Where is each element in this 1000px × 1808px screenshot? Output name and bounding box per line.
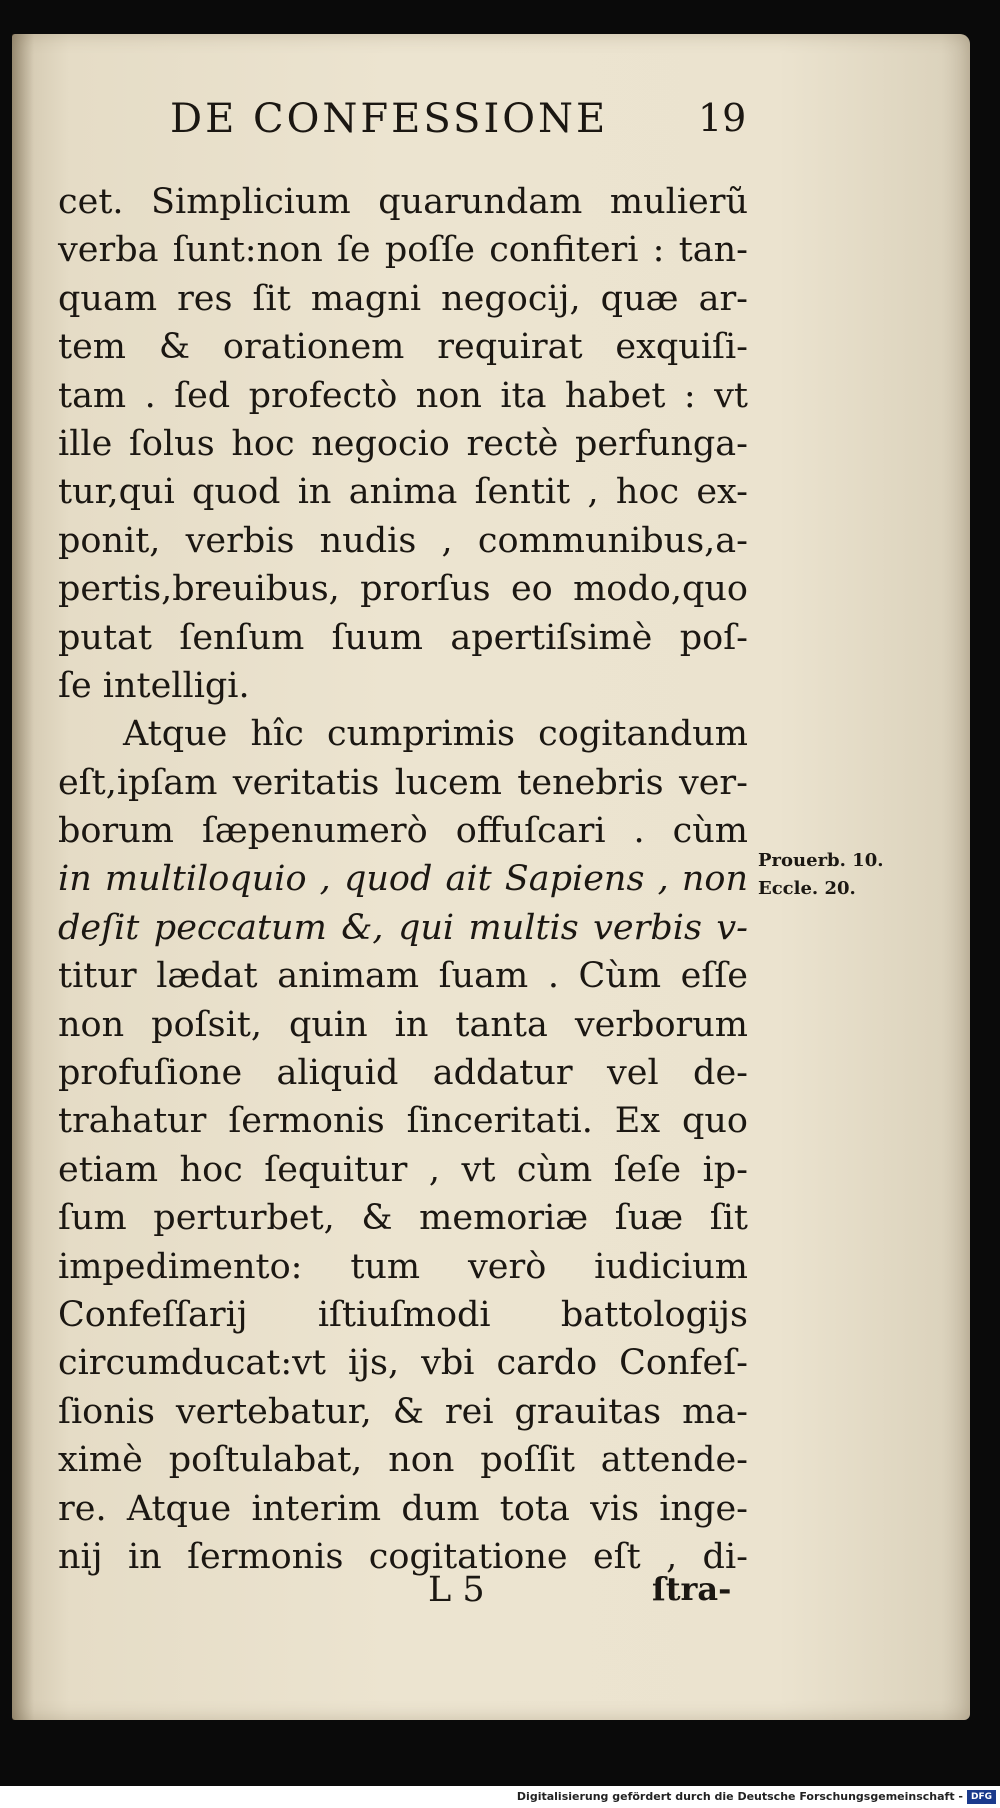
text-line: Confeſſarij iſtiuſmodi battologijs — [58, 1294, 748, 1335]
text-line: ſe intelligi. — [58, 665, 250, 706]
text-line: ille ſolus hoc negocio rectè perfunga- — [58, 423, 748, 464]
text-line: nij in ſermonis cogitatione eſt , di- — [58, 1536, 748, 1577]
text-line: tur,qui quod in anima ſentit , hoc ex- — [58, 472, 748, 513]
text-line: etiam hoc ſequitur , vt cùm ſeſe ip- — [58, 1149, 748, 1190]
text-line: putat ſenſum ſuum apertiſsimè poſ- — [58, 617, 748, 658]
dfg-logo: DFG — [967, 1790, 996, 1804]
text-line: borum ſæpenumerò offuſcari . cùm — [58, 811, 748, 852]
marginal-note: Prouerb. 10. — [758, 850, 884, 871]
body-text — [58, 178, 748, 1581]
text-line: tam . ſed profectò non ita habet : vt — [58, 375, 748, 416]
text-line: profuſione aliquid addatur vel de- — [58, 1053, 748, 1094]
marginal-note: Eccle. 20. — [758, 878, 856, 899]
text-line: ſum perturbet, & memoriæ ſuæ ſit — [58, 1198, 748, 1239]
text-line: ſionis vertebatur, & rei grauitas ma- — [58, 1391, 748, 1432]
footer-credit: Digitalisierung gefördert durch die Deutsche Forschungsgemeinschaft - — [516, 1790, 963, 1803]
text-line: cet. Simplicium quarundam mulierũ — [58, 182, 748, 222]
text-line: pertis,breuibus, prorſus eo modo,quo — [58, 569, 748, 610]
text-line: impedimento: tum verò iudicium — [58, 1246, 748, 1287]
page-number: 19 — [698, 96, 747, 140]
text-line: tem & orationem requirat exquiſi- — [58, 327, 748, 368]
catchword: ſtra- — [652, 1570, 732, 1608]
text-line: Atque hîc cumprimis cogitandum — [123, 714, 748, 755]
text-line: ximè poſtulabat, non poſſit attende- — [58, 1440, 748, 1481]
text-line: verba ſunt:non ſe poſſe confiteri : tan- — [58, 230, 748, 271]
text-line: eſt,ipſam veritatis lucem tenebris ver- — [58, 762, 748, 803]
text-line: quam res ſit magni negocij, quæ ar- — [58, 278, 748, 319]
text-line: circumducat:vt ijs, vbi cardo Confeſ- — [58, 1343, 748, 1384]
signature-mark: L 5 — [428, 1570, 485, 1610]
text-line: deſit peccatum &, qui multis verbis v- — [58, 907, 748, 948]
text-line: trahatur ſermonis ſinceritati. Ex quo — [58, 1101, 748, 1142]
page-gutter-shadow — [12, 34, 34, 1720]
text-line: ponit, verbis nudis , communibus,a- — [58, 520, 748, 561]
text-line: non poſsit, quin in tanta verborum — [58, 1004, 748, 1045]
text-line: re. Atque interim dum tota vis inge- — [58, 1488, 748, 1529]
text-line: in multiloquio , quod ait Sapiens , non — [58, 859, 748, 900]
text-line: titur lædat animam ſuam . Cùm eſſe — [58, 956, 748, 997]
running-head: DE CONFESSIONE — [170, 96, 609, 142]
footer-bar — [0, 1786, 1000, 1808]
